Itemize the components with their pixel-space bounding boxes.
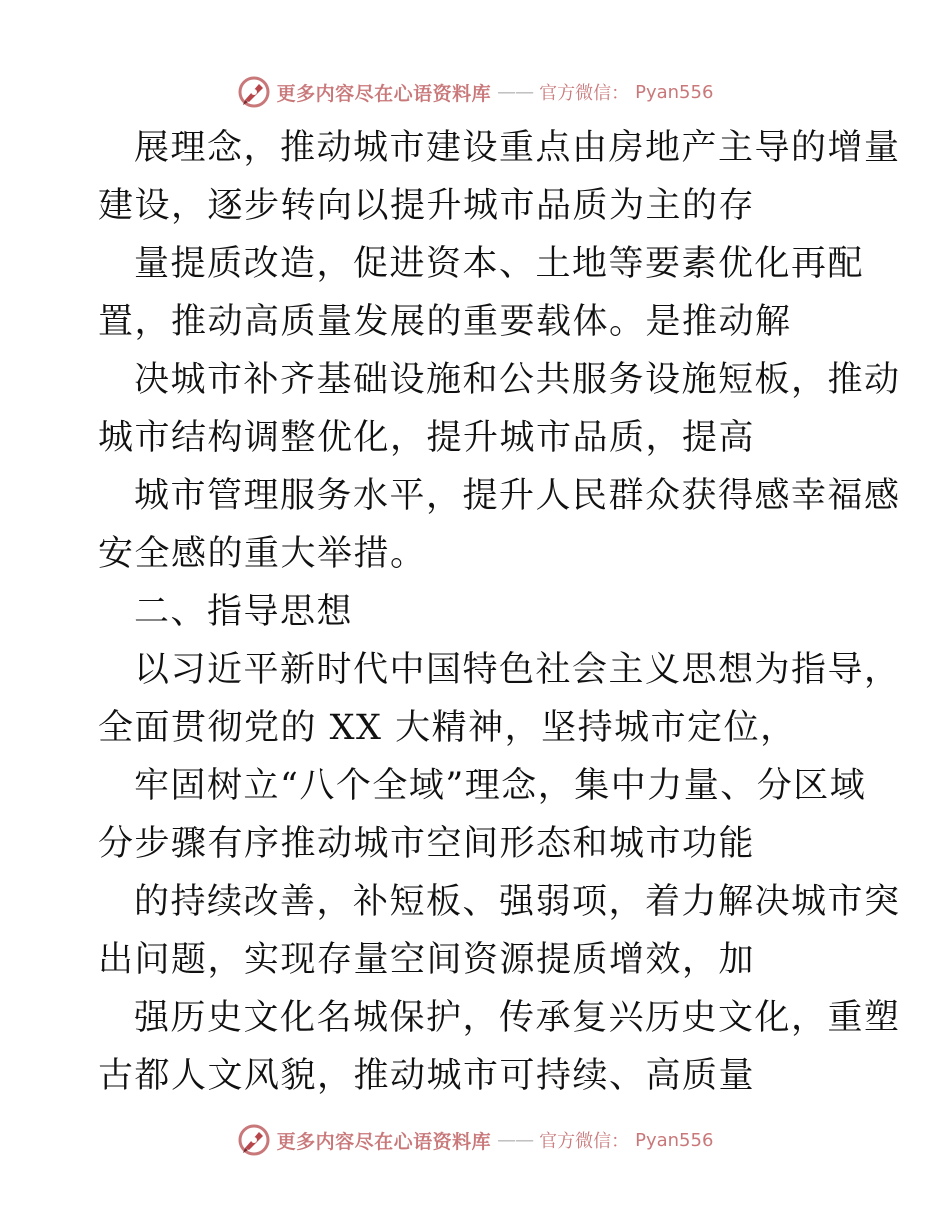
text-line: 的持续改善，补短板、强弱项，着力解决城市突 xyxy=(134,882,901,922)
text-line: 牢固树立“八个全域”理念，集中力量、分区域 xyxy=(134,766,867,806)
text-line: 以习近平新时代中国特色社会主义思想为指导， xyxy=(134,650,901,690)
text-line: 安全感的重大举措。 xyxy=(98,534,427,574)
section-heading: 二、指导思想 xyxy=(134,592,354,632)
watermark-contact-label: 官方微信： xyxy=(539,1131,630,1152)
text-line: 展理念，推动城市建设重点由房地产主导的增量 xyxy=(134,128,901,168)
watermark-dash: —— xyxy=(497,81,534,103)
pen-logo-icon xyxy=(237,1123,271,1157)
text-line: 量提质改造，促进资本、土地等要素优化再配 xyxy=(134,244,865,284)
watermark-brand-text: 更多内容尽在心语资料库 xyxy=(276,1130,492,1153)
watermark-contact-id: Pyan556 xyxy=(635,81,714,103)
text-line: 置，推动高质量发展的重要载体。是推动解 xyxy=(98,302,792,342)
text-line: 古都人文风貌，推动城市可持续、高质量 xyxy=(98,1056,756,1096)
watermark-contact-id: Pyan556 xyxy=(635,1129,714,1151)
footer-watermark xyxy=(0,1120,950,1160)
pen-logo-icon xyxy=(237,75,271,109)
text-line: 决城市补齐基础设施和公共服务设施短板，推动 xyxy=(134,360,901,400)
text-line: 强历史文化名城保护，传承复兴历史文化，重塑 xyxy=(134,998,901,1038)
text-line: 城市结构调整优化，提升城市品质，提高 xyxy=(98,418,756,458)
watermark-brand-text: 更多内容尽在心语资料库 xyxy=(276,82,492,105)
text-line: 建设，逐步转向以提升城市品质为主的存 xyxy=(98,186,756,226)
header-watermark xyxy=(0,72,950,112)
text-line: 全面贯彻党的 XX 大精神，坚持城市定位， xyxy=(98,708,797,748)
watermark-dash: —— xyxy=(497,1129,534,1151)
text-line: 分步骤有序推动城市空间形态和城市功能 xyxy=(98,824,756,864)
watermark-contact-label: 官方微信： xyxy=(539,83,630,104)
text-line: 出问题，实现存量空间资源提质增效，加 xyxy=(98,940,756,980)
text-line: 城市管理服务水平，提升人民群众获得感幸福感 xyxy=(134,476,901,516)
